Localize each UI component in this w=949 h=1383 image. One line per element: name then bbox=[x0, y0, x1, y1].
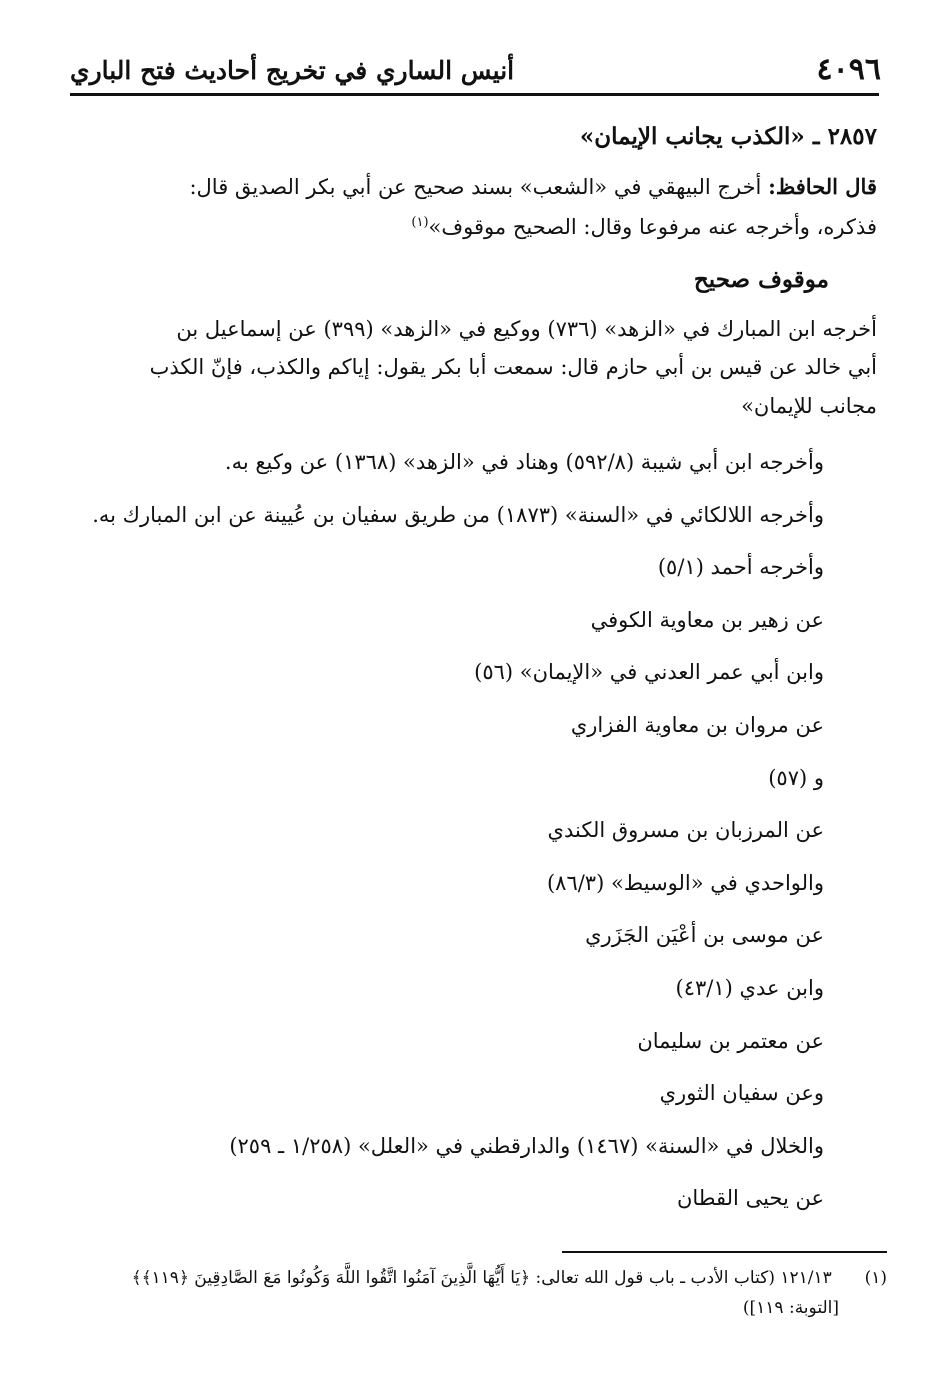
hafiz-line-2 bbox=[411, 216, 877, 238]
text-line: وابن عدي (٤٣/١) bbox=[675, 976, 824, 1000]
hafiz-label: قال الحافظ: bbox=[768, 174, 877, 199]
paragraph-line-3: مجانب للإيمان» bbox=[741, 394, 877, 418]
footnote-line-1 bbox=[132, 1270, 887, 1287]
text-line: وأخرجه ابن أبي شيبة (٥٩٢/٨) وهناد في «الزهد» (١٣٦٨) عن وكيع به. bbox=[224, 450, 824, 474]
footnote-reference: (١) bbox=[411, 215, 429, 230]
footnote-line-2: [التوبة: ١١٩]) bbox=[742, 1298, 839, 1318]
text-line: والواحدي في «الوسيط» (٨٦/٣) bbox=[546, 871, 824, 895]
hafiz-text-2: فذكره، وأخرجه عنه مرفوعا وقال: الصحيح موقوف» bbox=[428, 215, 877, 239]
text-line: وأخرجه اللالكائي في «السنة» (١٨٧٣) من طريق سفيان بن عُيينة عن ابن المبارك به. bbox=[92, 503, 824, 527]
page-number: ٤٠٩٦ bbox=[816, 52, 881, 87]
text-line: عن مروان بن معاوية الفزاري bbox=[570, 713, 824, 737]
text-line: و (٥٧) bbox=[768, 766, 824, 790]
paragraph-line-2: أبي خالد عن قيس بن أبي حازم قال: سمعت أبا بكر يقول: إياكم والكذب، فإنّ الكذب bbox=[149, 355, 877, 379]
footnote-text-1: ١٢١/١٣ (كتاب الأدب ـ باب قول الله تعالى: ﴿يَا أَيُّهَا الَّذِينَ آمَنُوا اتَّقُوا اللَّهَ وَكُونُوا مَعَ الصَّادِقِينَ ﴿١١٩﴾﴾ bbox=[131, 1268, 832, 1288]
text-line: وأخرجه أحمد (٥/١) bbox=[657, 555, 824, 579]
book-title: أنيس الساري في تخريج أحاديث فتح الباري bbox=[70, 56, 515, 85]
text-line: عن زهير بن معاوية الكوفي bbox=[590, 608, 824, 632]
text-line: وابن أبي عمر العدني في «الإيمان» (٥٦) bbox=[474, 660, 824, 684]
text-line: عن المرزبان بن مسروق الكندي bbox=[547, 818, 824, 842]
footnote-rule bbox=[562, 1251, 887, 1253]
hafiz-line-1 bbox=[189, 176, 877, 198]
text-line: والخلال في «السنة» (١٤٦٧) والدارقطني في «العلل» (١/٢٥٨ ـ ٢٥٩) bbox=[229, 1134, 824, 1158]
text-line: عن معتمر بن سليمان bbox=[637, 1029, 824, 1053]
running-header bbox=[70, 48, 881, 90]
entry-title: ٢٨٥٧ ـ «الكذب يجانب الإيمان» bbox=[579, 123, 877, 150]
footnote-marker: (١) bbox=[864, 1268, 887, 1288]
text-line: وعن سفيان الثوري bbox=[659, 1081, 824, 1105]
text-line: عن موسى بن أعْيَن الجَزَري bbox=[585, 923, 824, 947]
header-rule bbox=[70, 93, 879, 96]
verdict-heading: موقوف صحيح bbox=[693, 266, 829, 293]
text-line: عن يحيى القطان bbox=[676, 1186, 824, 1210]
paragraph-line-1: أخرجه ابن المبارك في «الزهد» (٧٣٦) ووكيع في «الزهد» (٣٩٩) عن إسماعيل بن bbox=[176, 317, 877, 341]
hafiz-text-1: أخرج البيهقي في «الشعب» بسند صحيح عن أبي بكر الصديق قال: bbox=[189, 175, 762, 199]
